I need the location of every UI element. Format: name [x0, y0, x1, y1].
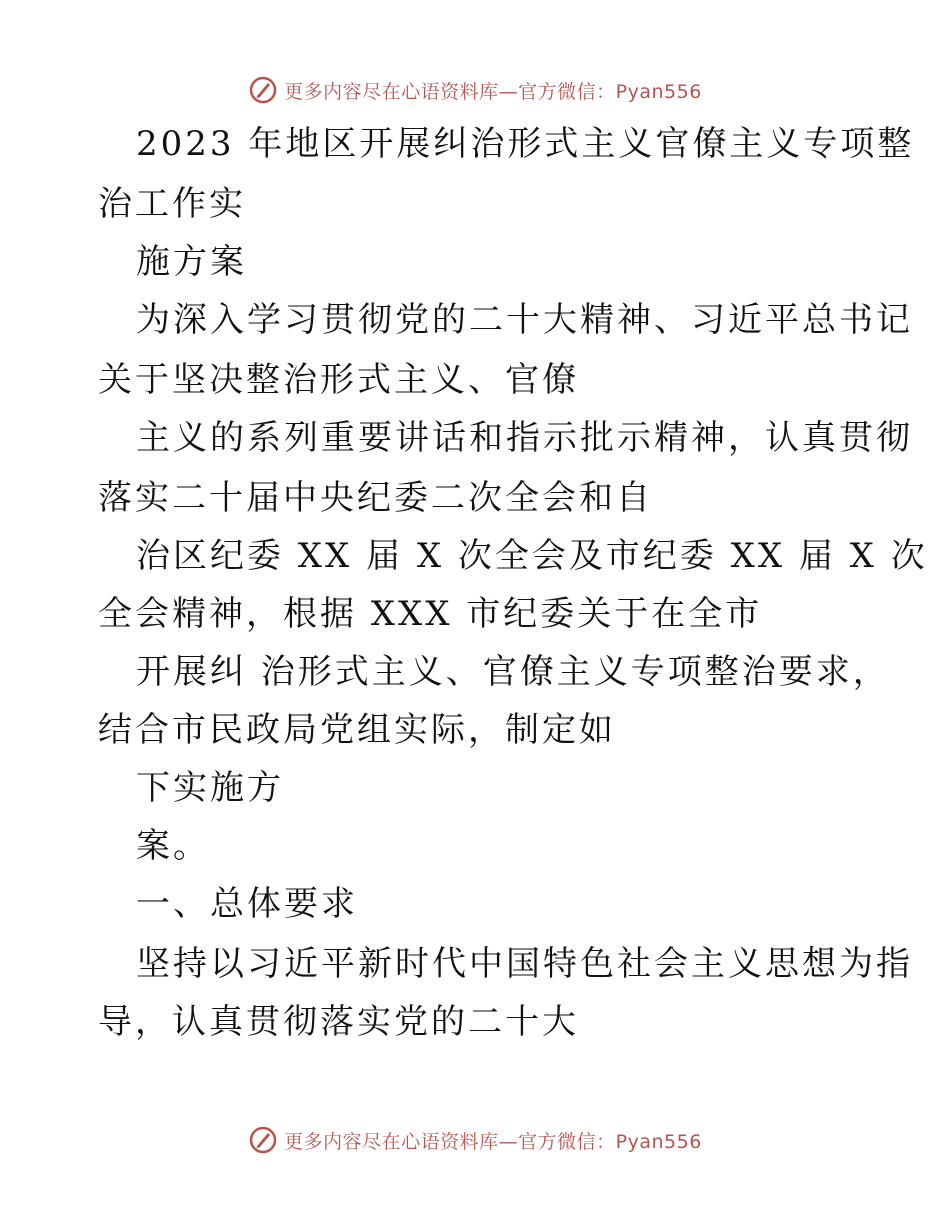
paragraph-line: 为深入学习贯彻党的二十大精神、习近平总书记	[136, 300, 913, 340]
document-title-line: 施方案	[136, 242, 247, 282]
paragraph-line: 案。	[136, 826, 210, 866]
footer-banner	[0, 1122, 950, 1158]
section-heading: 一、总体要求	[136, 884, 358, 924]
document-title-line: 治工作实	[98, 184, 246, 224]
paragraph-line: 坚持以习近平新时代中国特色社会主义思想为指	[136, 944, 913, 984]
paragraph-line: 落实二十届中央纪委二次全会和自	[98, 478, 653, 518]
paragraph-line: 下实施方	[136, 768, 284, 808]
paragraph-line: 主义的系列重要讲话和指示批示精神，认真贯彻	[136, 418, 913, 458]
quill-seal-logo-icon	[248, 75, 278, 105]
paragraph-line: 治区纪委 XX 届 X 次全会及市纪委 XX 届 X 次	[136, 536, 928, 576]
header-banner	[0, 72, 950, 108]
quill-seal-logo-icon	[248, 1125, 278, 1155]
paragraph-line: 导，认真贯彻落实党的二十大	[98, 1002, 579, 1042]
paragraph-line: 结合市民政局党组实际，制定如	[98, 710, 616, 750]
header-banner-text: 更多内容尽在心语资料库—官方微信：Pyan556	[284, 80, 702, 103]
paragraph-line: 关于坚决整治形式主义、官僚	[98, 360, 579, 400]
footer-banner-text: 更多内容尽在心语资料库—官方微信：Pyan556	[284, 1130, 702, 1153]
paragraph-line: 全会精神，根据 XXX 市纪委关于在全市	[98, 594, 763, 634]
document-title-line: 2023 年地区开展纠治形式主义官僚主义专项整	[136, 124, 915, 164]
paragraph-line: 开展纠 治形式主义、官僚主义专项整治要求，	[136, 652, 890, 692]
